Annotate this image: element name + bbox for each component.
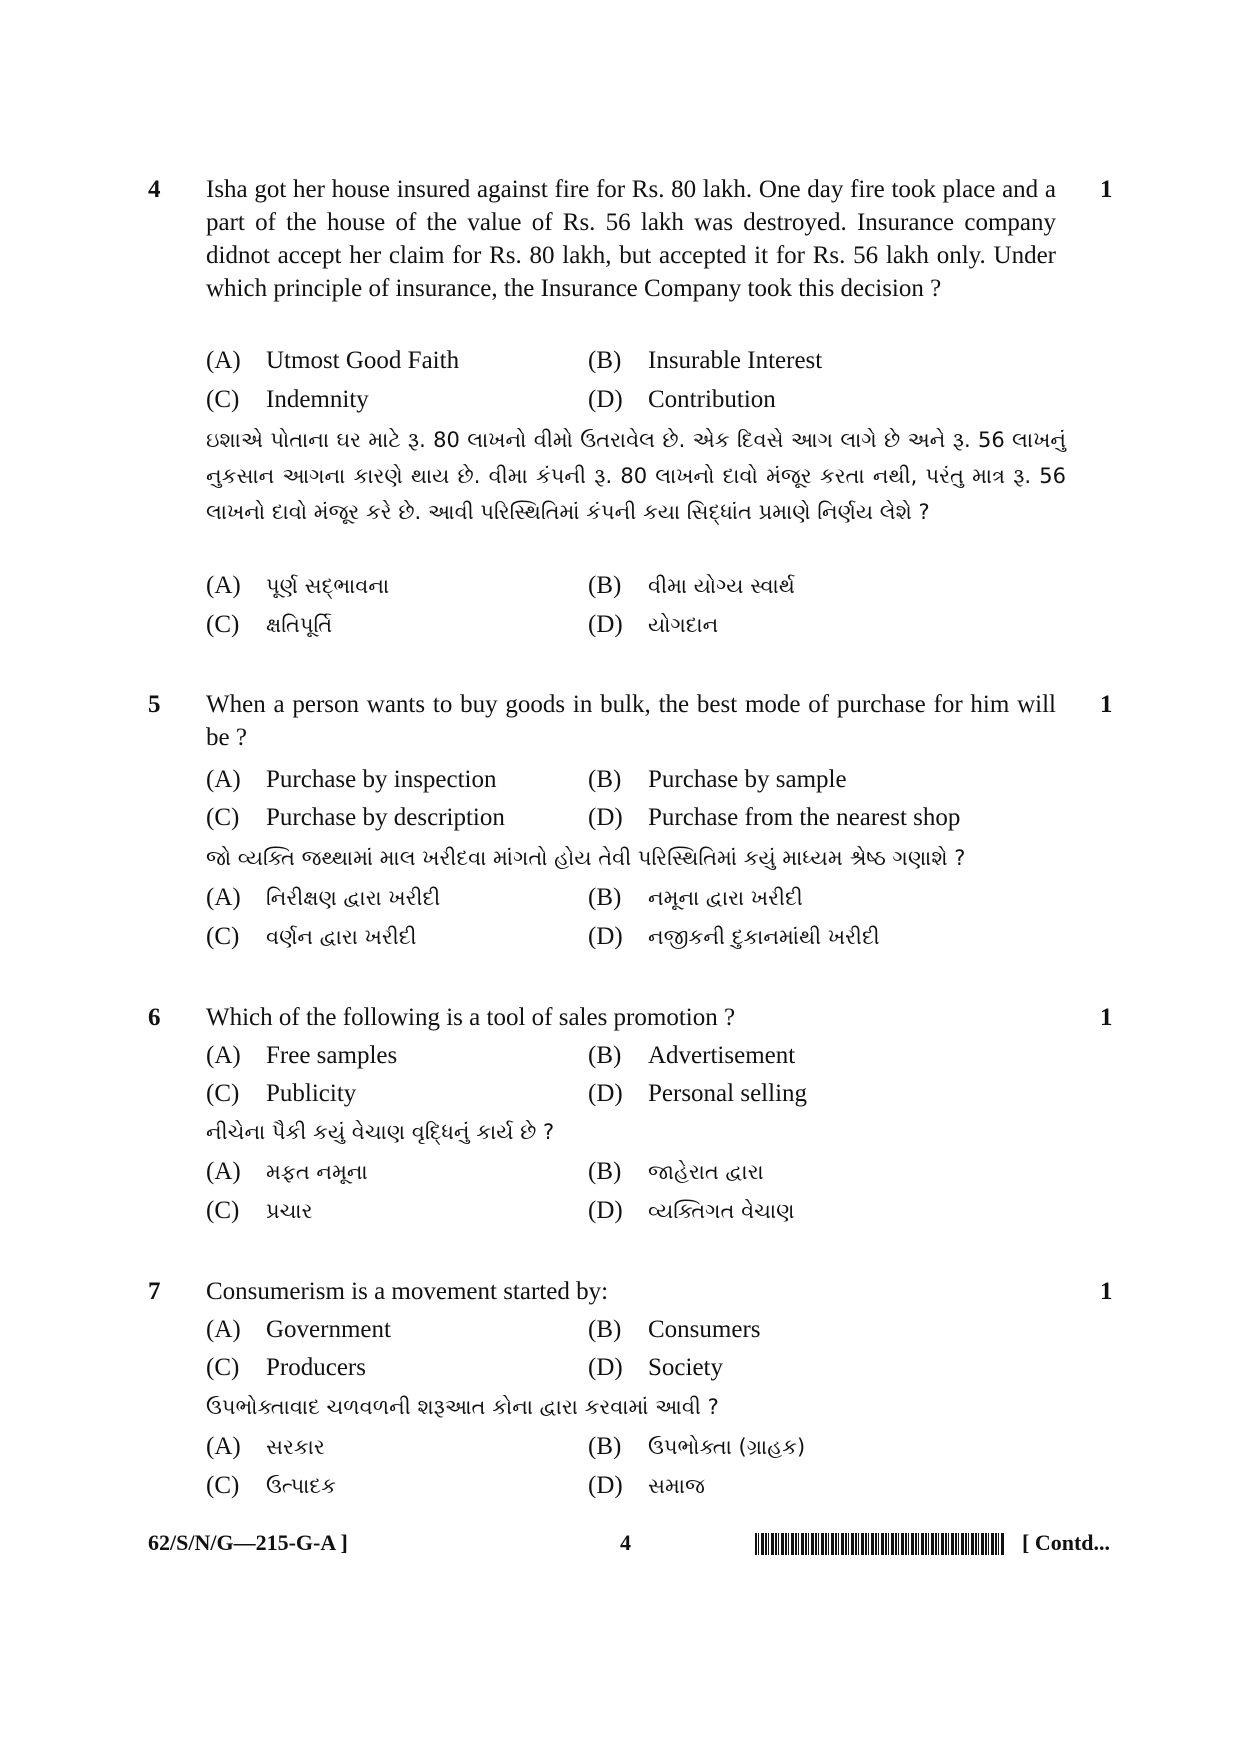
question-stem: Isha got her house insured against fire for Rs. 80 lakh. One day fire took place and a part of the house of the value of Rs. 56 lakh was destroyed. Insurance company didnot accept her claim for Rs. 80 lakh, but accepted it for Rs. 56 lakh only. Under which principle of insurance, the Insurance Company took this decision ? (206, 176, 1056, 302)
gujarati-option-a: (A) મફત નમૂના (206, 1158, 368, 1185)
option-b: (B) Advertisement (588, 1042, 796, 1069)
option-c: (C) Publicity (206, 1080, 357, 1107)
question-stem: Consumerism is a movement started by: (206, 1278, 609, 1305)
option-c: (C) Producers (206, 1354, 366, 1381)
option-a: (A) Purchase by inspection (206, 766, 497, 793)
question-stem: Which of the following is a tool of sales promotion ? (206, 1004, 736, 1031)
gujarati-option-d: (D) યોગદાન (588, 611, 719, 638)
gujarati-option-a: (A) નિરીક્ષણ દ્વારા ખરીદી (206, 884, 441, 911)
question-number: 6 (148, 1004, 161, 1031)
option-b: (B) Consumers (588, 1316, 761, 1343)
gujarati-stem: ઇશાએ પોતાના ઘર માટે રૂ. 80 લાખનો વીમો ઉતરાવેલ છે. એક દિવસે આગ લાગે છે અને રૂ. 56 લાખનું નુકસાન આગના કારણે થાય છે. વીમા કંપની રૂ. 80 લાખનો દાવો મંજૂર કરતા નથી, પરંતુ માત્ર રૂ. 56 લાખનો દાવો મંજૂર કરે છે. આવી પરિસ્થિતિમાં કંપની કયા સિદ્ધાંત પ્રમાણે નિર્ણય લેશે ? (206, 428, 1066, 524)
gujarati-option-d: (D) સમાજ (588, 1472, 705, 1499)
gujarati-option-c: (C) વર્ણન દ્વારા ખરીદી (206, 923, 417, 950)
gujarati-stem: નીચેના પૈકી કયું વેચાણ વૃદ્ધિનું કાર્ય છે ? (206, 1120, 555, 1144)
gujarati-stem: જો વ્યક્તિ જથ્થામાં માલ ખરીદવા માંગતો હોય તેવી પરિસ્થિતિમાં કયું માધ્યમ શ્રેષ્ઠ ગણાશે ? (206, 846, 966, 870)
question-marks: 1 (1100, 1004, 1113, 1031)
question-number: 7 (148, 1278, 161, 1305)
gujarati-option-a: (A) પૂર્ણ સદ્ભાવના (206, 572, 390, 599)
option-b: (B) Purchase by sample (588, 766, 847, 793)
question-number: 5 (148, 691, 161, 718)
question-marks: 1 (1100, 691, 1113, 718)
option-c: (C) Indemnity (206, 386, 369, 413)
gujarati-option-c: (C) ક્ષતિપૂર્તિ (206, 611, 333, 638)
option-a: (A) Utmost Good Faith (206, 347, 460, 374)
option-d: (D) Purchase from the nearest shop (588, 804, 961, 831)
page-number: 4 (620, 1530, 631, 1555)
option-d: (D) Society (588, 1354, 723, 1381)
gujarati-stem: ઉપભોક્તાવાદ ચળવળની શરૂઆત કોના દ્વારા કરવામાં આવી ? (206, 1395, 719, 1419)
option-d: (D) Contribution (588, 386, 776, 413)
option-b: (B) Insurable Interest (588, 347, 823, 374)
option-c: (C) Purchase by description (206, 804, 505, 831)
barcode-icon (755, 1533, 1005, 1555)
continued-label: [ Contd... (1022, 1530, 1111, 1555)
gujarati-option-b: (B) વીમા યોગ્ય સ્વાર્થ (588, 572, 795, 599)
option-d: (D) Personal selling (588, 1080, 808, 1107)
gujarati-option-b: (B) નમૂના દ્વારા ખરીદી (588, 884, 803, 911)
question-stem: When a person wants to buy goods in bulk, the best mode of purchase for him will be ? (206, 691, 1056, 751)
gujarati-option-c: (C) ઉત્પાદક (206, 1472, 336, 1499)
page-footer (0, 1525, 1240, 1561)
paper-code: 62/S/N/G—215-G-A ] (148, 1530, 348, 1555)
gujarati-option-d: (D) વ્યક્તિગત વેચાણ (588, 1197, 795, 1224)
option-a: (A) Free samples (206, 1042, 398, 1069)
gujarati-option-a: (A) સરકાર (206, 1433, 325, 1460)
gujarati-option-c: (C) પ્રચાર (206, 1197, 313, 1224)
question-marks: 1 (1100, 1278, 1113, 1305)
question-marks: 1 (1100, 176, 1113, 203)
option-a: (A) Government (206, 1316, 391, 1343)
gujarati-option-d: (D) નજીકની દુકાનમાંથી ખરીદી (588, 923, 880, 950)
question-number: 4 (148, 176, 161, 203)
gujarati-option-b: (B) જાહેરાત દ્વારા (588, 1158, 764, 1185)
gujarati-option-b: (B) ઉપભોક્તા (ગ્રાહક) (588, 1433, 806, 1460)
